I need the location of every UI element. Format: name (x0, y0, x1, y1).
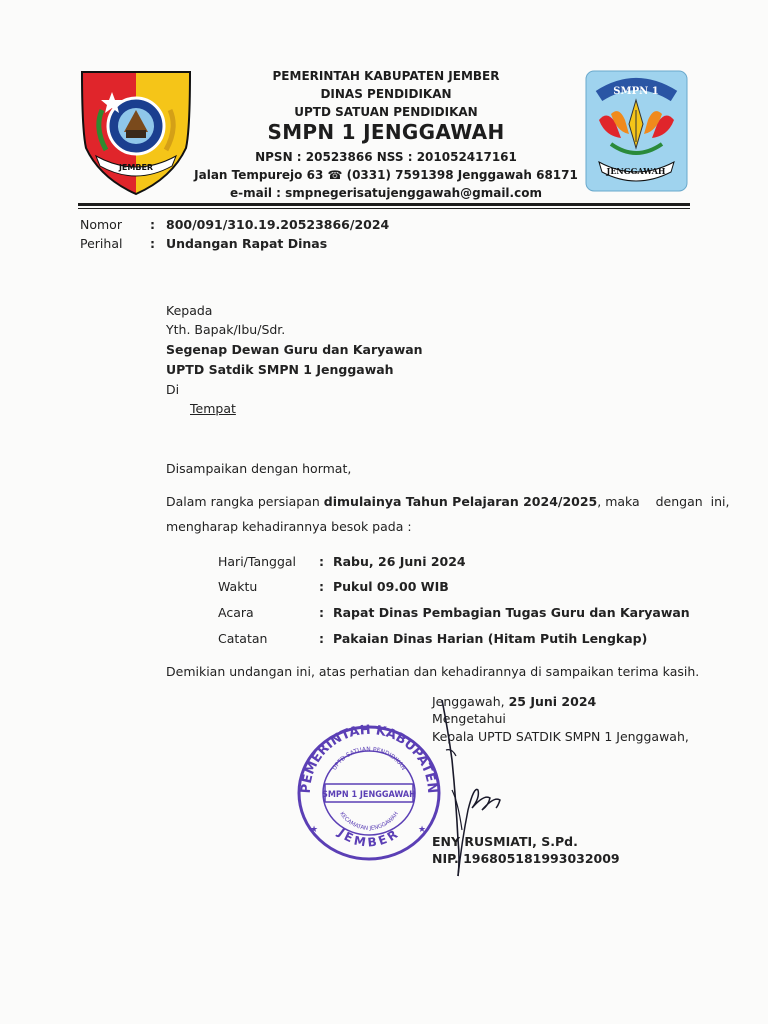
detail-row-catatan (218, 631, 678, 649)
detail-label: Catatan (218, 631, 268, 646)
signature-date: 25 Juni 2024 (508, 694, 597, 709)
detail-value: Rabu, 26 Juni 2024 (333, 554, 466, 569)
detail-colon: : (319, 605, 324, 620)
detail-row-acara (218, 605, 690, 623)
detail-colon: : (319, 631, 324, 646)
stamp-center-text: SMPN 1 JENGGAWAH (322, 790, 416, 800)
left-logo-text: JEMBER (118, 163, 154, 172)
recipient-name-2: UPTD Satdik SMPN 1 Jenggawah (166, 362, 394, 377)
letterhead-address: Jalan Tempurejo 63 ☎ (0331) 7591398 Jenggawah 68171 (194, 168, 578, 182)
signature-place: Jenggawah, (432, 694, 509, 709)
handwritten-signature (428, 690, 538, 880)
stamp-inner-top: UPTD SATUAN PENDIDIKAN (330, 745, 408, 772)
stamp-outer-bottom: JEMBER (335, 825, 403, 850)
perihal-label: Perihal (80, 236, 123, 251)
perihal-row (80, 236, 480, 254)
greeting: Disampaikan dengan hormat, (166, 461, 352, 476)
recipient-yth: Yth. Bapak/Ibu/Sdr. (166, 322, 286, 337)
detail-row-waktu (218, 579, 678, 597)
body-paragraph-line-1 (166, 494, 729, 509)
recipient-di: Di (166, 382, 180, 397)
detail-value: Rapat Dinas Pembagian Tugas Guru dan Karyawan (333, 605, 690, 620)
letterhead-ids: NPSN : 20523866 NSS : 201052417161 (255, 150, 517, 164)
signature-mengetahui: Mengetahui (432, 711, 506, 726)
detail-value: Pukul 09.00 WIB (333, 579, 449, 594)
letterhead-department: DINAS PENDIDIKAN (320, 87, 452, 101)
right-logo-text-top: SMPN 1 (613, 86, 659, 97)
detail-label: Waktu (218, 579, 258, 594)
body-p1-b: dimulainya Tahun Pelajaran 2024/2025 (323, 494, 598, 509)
letterhead-rule-thin (78, 208, 690, 209)
letterhead-unit: UPTD SATUAN PENDIDIKAN (294, 105, 478, 119)
official-stamp (296, 724, 442, 862)
letterhead-school-name: SMPN 1 JENGGAWAH (267, 120, 505, 144)
perihal-colon: : (150, 236, 155, 251)
recipient-tempat: Tempat (190, 401, 236, 416)
nomor-row (80, 217, 480, 235)
detail-row-hari (218, 554, 678, 572)
stamp-outer-top: PEMERINTAH KABUPATEN (298, 724, 440, 794)
nomor-value: 800/091/310.19.20523866/2024 (166, 217, 390, 232)
stamp-inner-bottom: KECAMATAN JENGGAWAH (338, 811, 400, 832)
school-logo (585, 70, 688, 192)
signatory-name: ENY RUSMIATI, S.Pd. (432, 834, 578, 849)
detail-colon: : (319, 579, 324, 594)
jember-regency-logo (80, 70, 192, 196)
detail-label: Hari/Tanggal (218, 554, 297, 569)
detail-value: Pakaian Dinas Harian (Hitam Putih Lengkap) (333, 631, 648, 646)
recipient-kepada: Kepada (166, 303, 213, 318)
nomor-colon: : (150, 217, 155, 232)
recipient-name-1: Segenap Dewan Guru dan Karyawan (166, 342, 423, 357)
right-logo-text-bottom: JENGGAWAH (606, 166, 666, 176)
perihal-value: Undangan Rapat Dinas (166, 236, 328, 251)
letterhead-government: PEMERINTAH KABUPATEN JEMBER (272, 69, 500, 83)
closing-sentence: Demikian undangan ini, atas perhatian dan kehadirannya di sampaikan terima kasih. (166, 664, 700, 679)
body-paragraph-line-2: mengharap kehadirannya besok pada : (166, 519, 412, 534)
letterhead-email: e-mail : smpnegerisatujenggawah@gmail.com (230, 186, 542, 200)
body-p1-c: , maka dengan ini, (597, 494, 730, 509)
detail-label: Acara (218, 605, 254, 620)
svg-text:★: ★ (418, 825, 427, 835)
letterhead-rule-thick (78, 203, 690, 206)
signature-position: Kepala UPTD SATDIK SMPN 1 Jenggawah, (432, 729, 689, 744)
nomor-label: Nomor (80, 217, 122, 232)
svg-text:★: ★ (310, 825, 319, 835)
body-p1-a: Dalam rangka persiapan (166, 494, 324, 509)
signatory-nip: NIP. 196805181993032009 (432, 851, 620, 866)
detail-colon: : (319, 554, 324, 569)
